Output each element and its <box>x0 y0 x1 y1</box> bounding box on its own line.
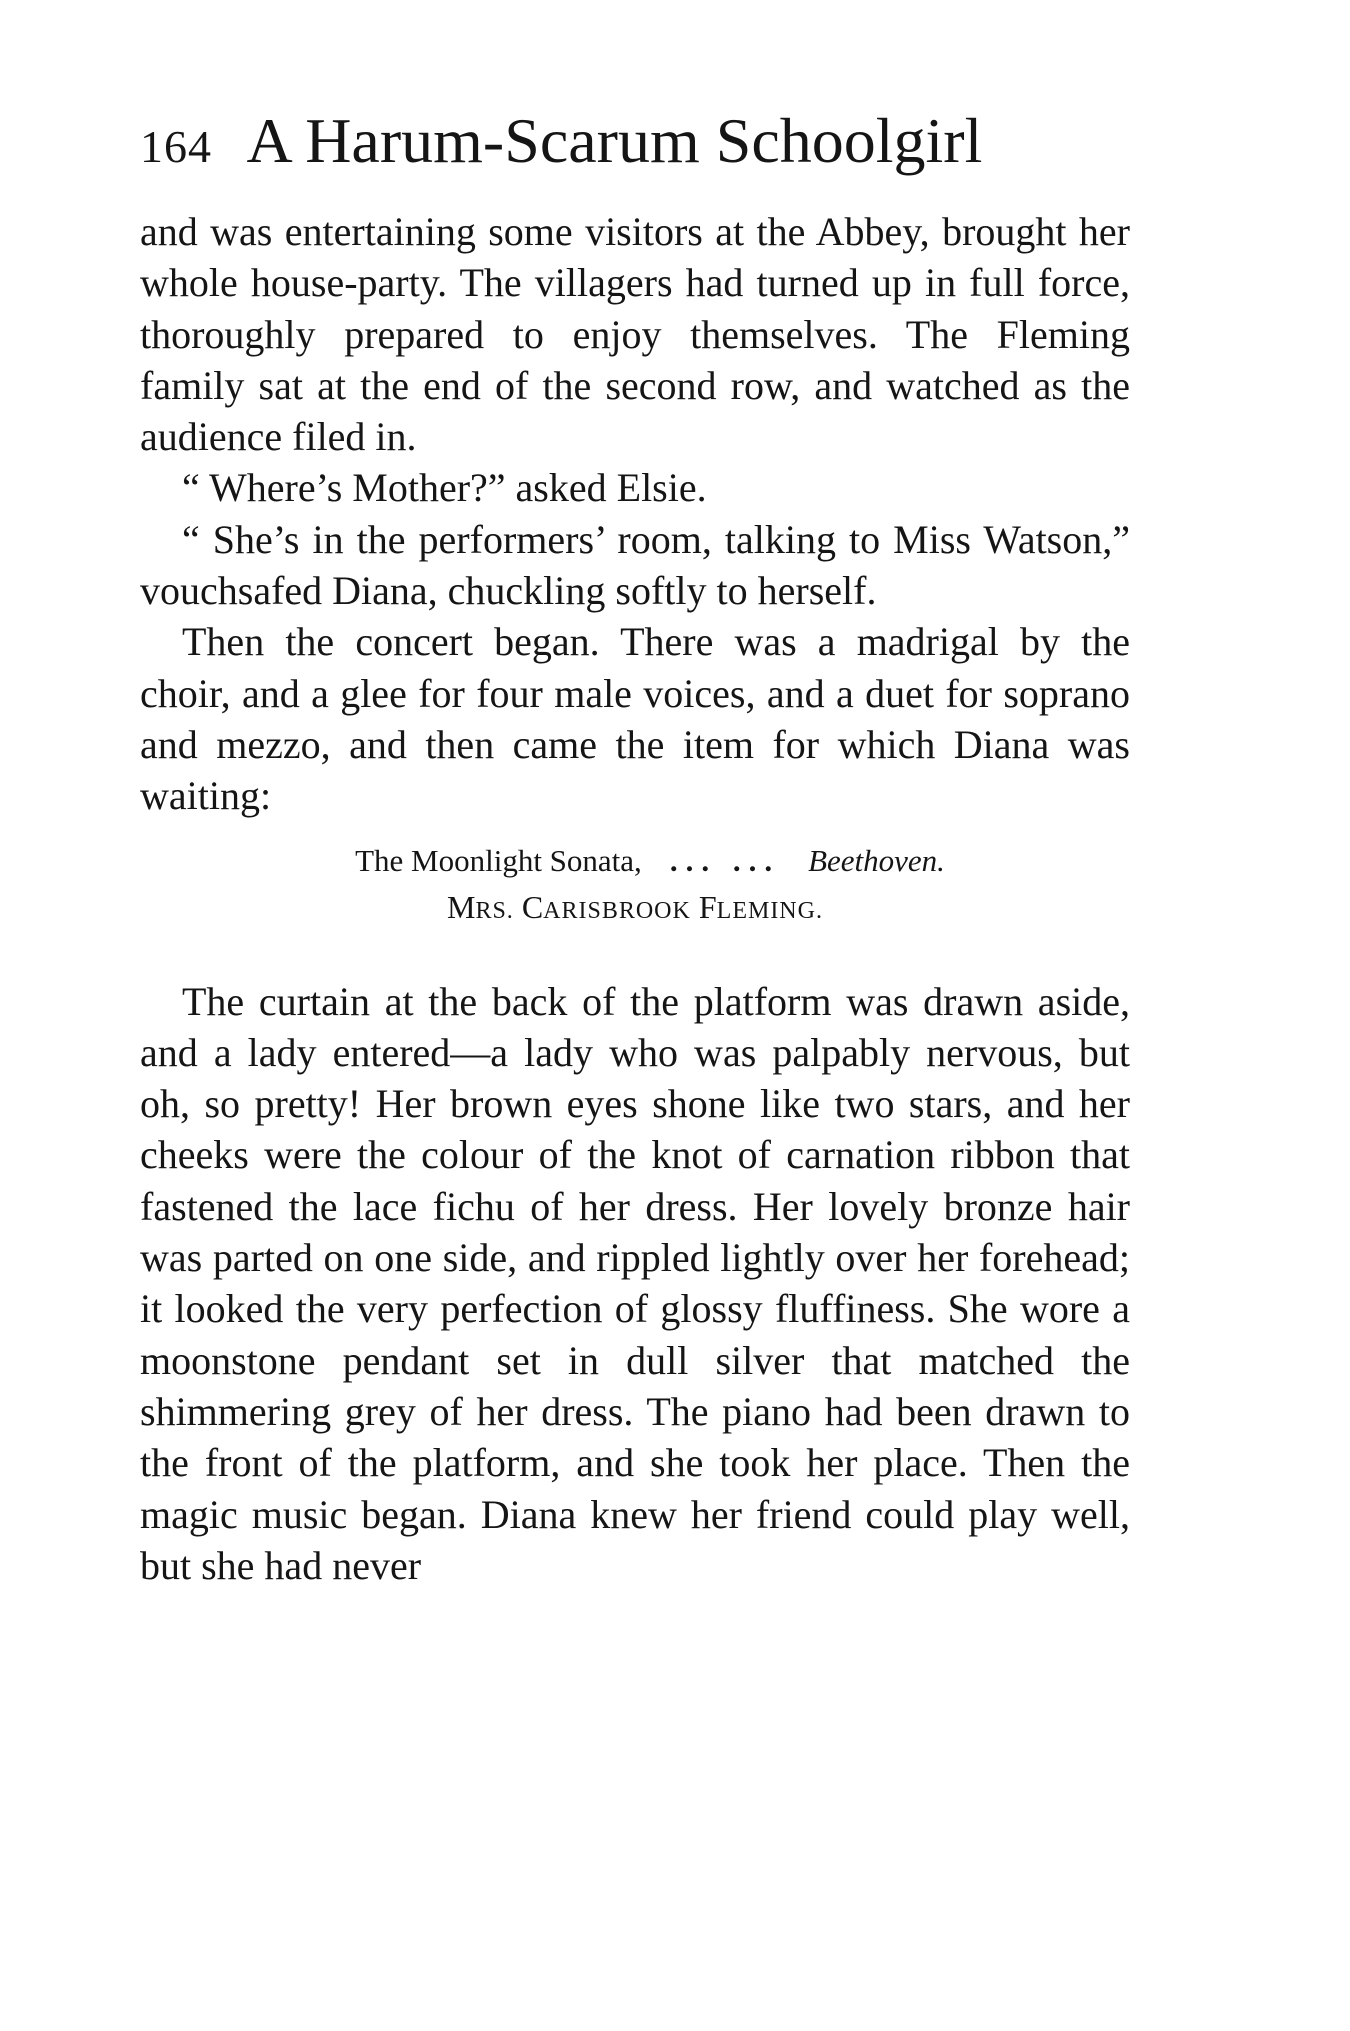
running-head <box>140 96 1130 186</box>
program-performer <box>140 884 1130 934</box>
program-piece-title: The Moonlight Sonata, <box>355 842 642 878</box>
program-leader-dots: ... ... <box>669 842 781 878</box>
paragraph-wheres-mother: “ Where’s Mother?” asked Elsie. <box>182 465 707 511</box>
performer-initial: F <box>698 888 717 925</box>
performer-small-caps: LEMING. <box>716 897 823 924</box>
paragraph-concert-began: Then the concert began. There was a madrigal by the choir, and a glee for four male voices, and a duet for soprano and mezzo, and then came the item for which Diana was waiting: <box>140 619 1130 819</box>
paragraph-curtain-drawn: The curtain at the back of the platform was drawn aside, and a lady entered—a lady who was palpably nervous, but oh, so pretty! Her brown eyes shone like two stars, and her cheeks were the colour of the knot of carnation ribbon that fastened the lace fichu of her dress. Her lovely bronze hair was parted on one side, and rippled lightly over her forehead; it looked the very perfection of glossy fluffiness. She wore a moonstone pendant set in dull silver that matched the shimmering grey of her dress. The piano had been drawn to the front of the platform, and she took her place. Then the magic music began. Diana knew her friend could play well, but she had never <box>140 978 1130 1588</box>
program-composer: Beethoven. <box>808 842 945 878</box>
performer-initial: M <box>447 888 476 925</box>
book-title: A Harum-Scarum Schoolgirl <box>246 105 983 176</box>
concert-program-entry <box>140 838 1130 934</box>
program-piece-line <box>140 838 1130 884</box>
book-page <box>140 96 1130 1591</box>
performer-small-caps: ARISBROOK <box>543 897 691 924</box>
paragraph-abbey-visitors: and was entertaining some visitors at the Abbey, brought her whole house-party. The villagers had turned up in full force, thoroughly prepared to enjoy themselves. The Fleming family sat at the end of the second row, and watched as the audience filed in. <box>140 209 1130 460</box>
performer-initial: C <box>521 888 544 925</box>
page-number: 164 <box>140 121 212 172</box>
paragraph-performers-room: “ She’s in the performers’ room, talking to Miss Watson,” vouchsafed Diana, chuckling softly to herself. <box>140 516 1130 614</box>
performer-small-caps: RS. <box>475 897 514 924</box>
